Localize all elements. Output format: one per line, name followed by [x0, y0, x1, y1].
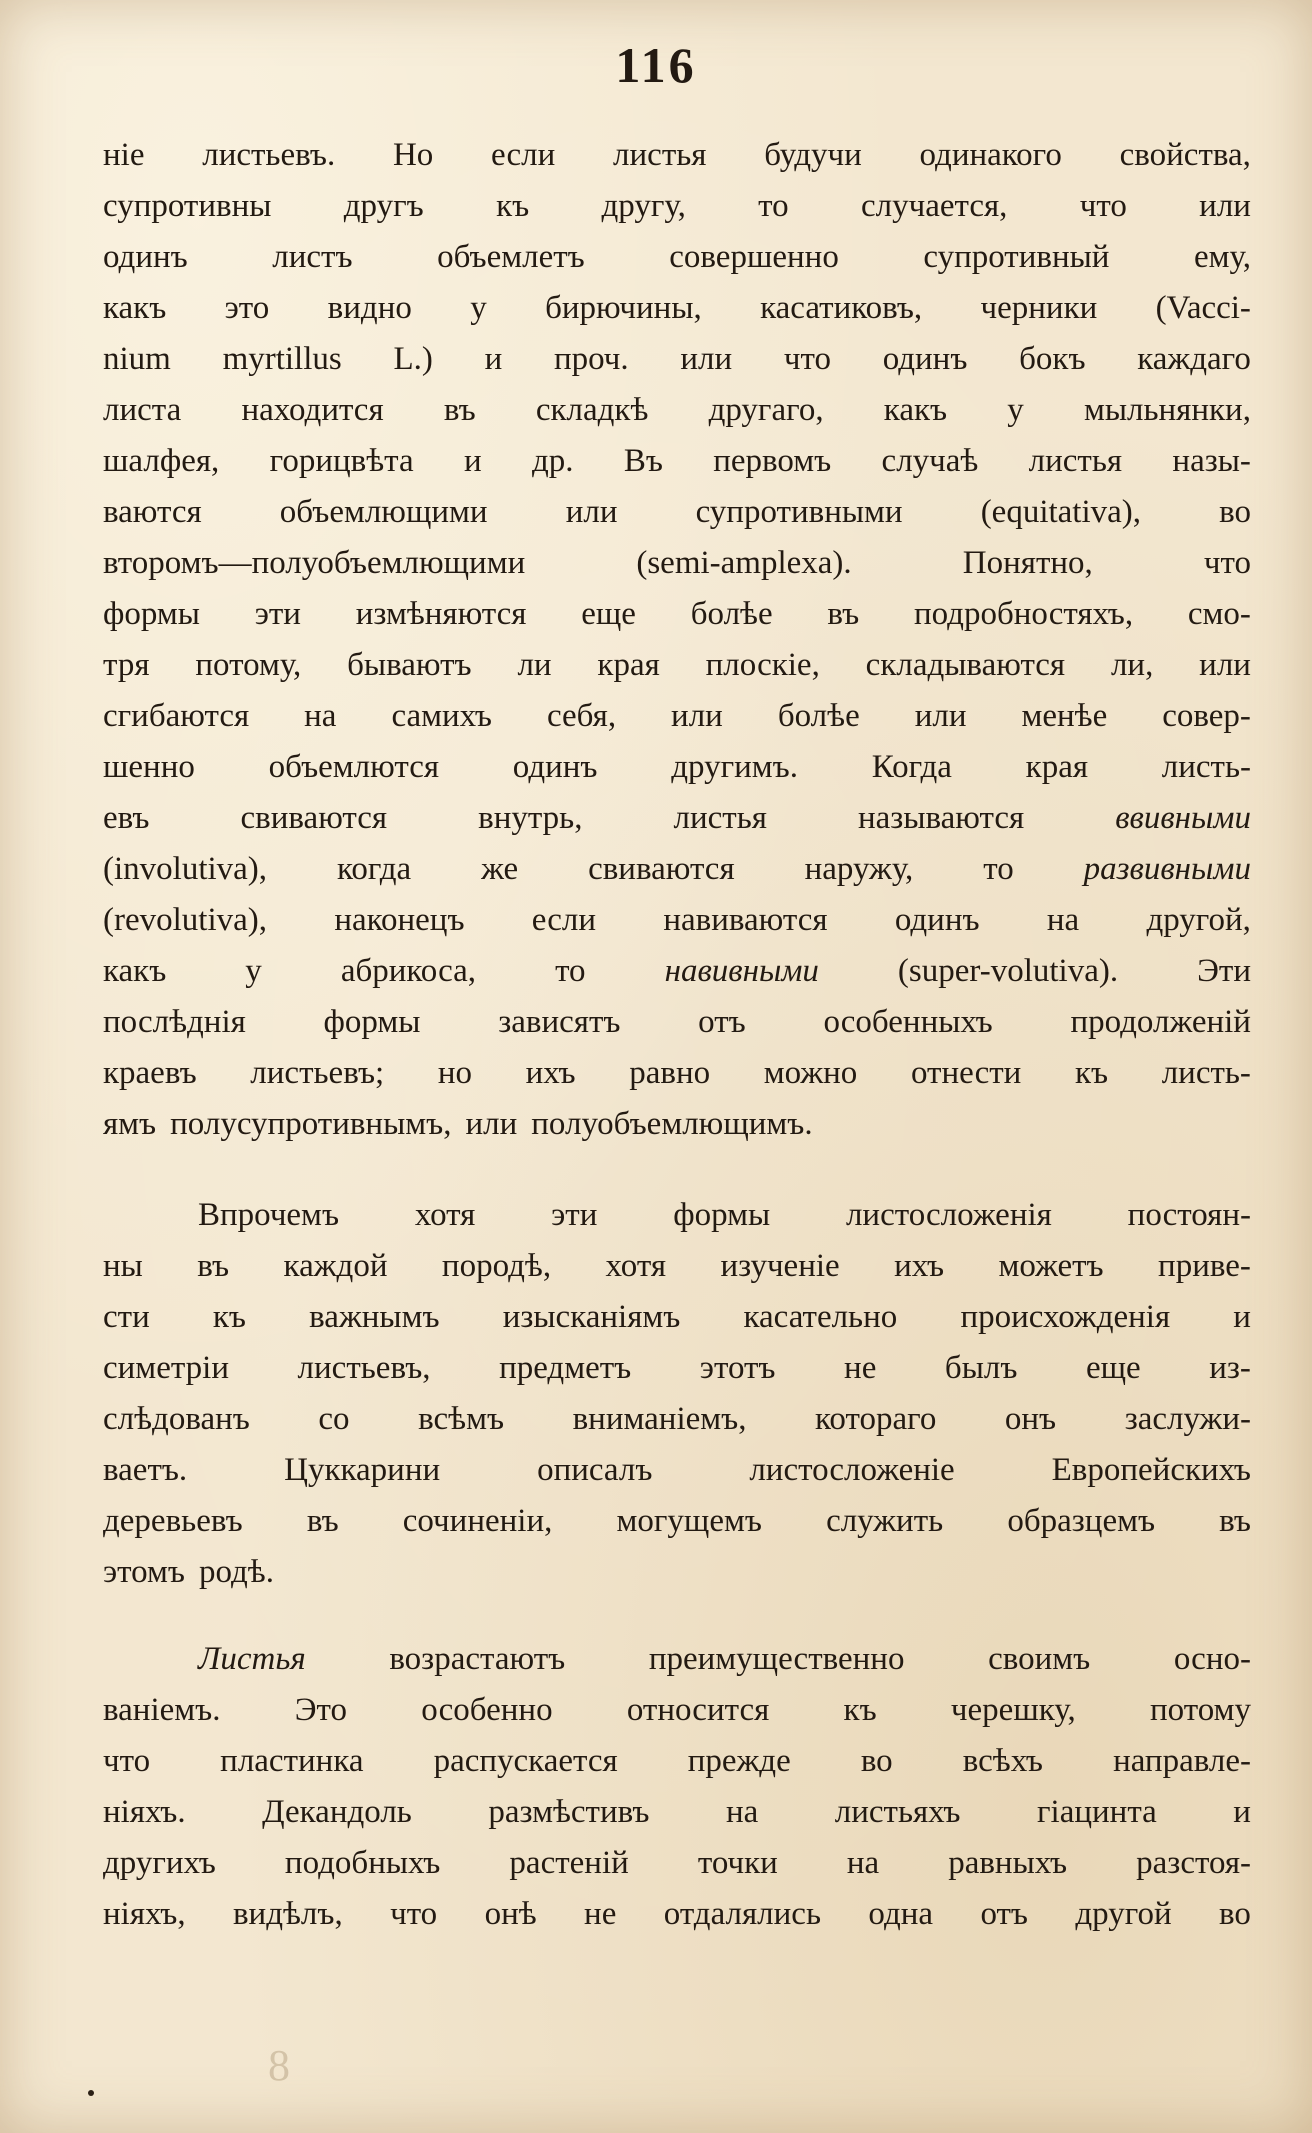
word: въ [197, 1248, 230, 1284]
word: возрастаютъ [389, 1641, 566, 1677]
word: онѣ [484, 1896, 537, 1932]
word: сочиненіи, [402, 1503, 553, 1539]
word: называются [857, 800, 1025, 836]
word: объемлются [268, 749, 440, 785]
word: потому, [195, 647, 302, 683]
word: что [1203, 545, 1251, 581]
word: сгибаются [103, 698, 250, 734]
word: Листья [198, 1641, 306, 1677]
word: у [470, 290, 487, 326]
word: зависятъ [498, 1004, 621, 1040]
word: что [103, 1743, 151, 1779]
word: другъ [343, 188, 424, 224]
word: L.) [393, 341, 433, 377]
word: ямъ [103, 1106, 157, 1142]
word: образцемъ [1007, 1503, 1156, 1539]
text-line [103, 436, 1251, 487]
paragraph-3 [103, 1634, 1251, 1940]
word: смо- [1187, 596, 1251, 632]
word: этомъ [103, 1554, 185, 1590]
word: въ [1219, 1503, 1251, 1539]
text-line [103, 130, 1251, 181]
word: евъ [103, 800, 150, 836]
ink-dot [88, 2090, 94, 2096]
word: распускается [433, 1743, 618, 1779]
word: свиваются [240, 800, 388, 836]
word: ихъ [525, 1055, 576, 1091]
word: на [304, 698, 337, 734]
word: можно [763, 1055, 858, 1091]
word: (revolutiva), [103, 902, 268, 938]
word: листья [613, 137, 707, 173]
word: или [565, 494, 618, 530]
word: касатиковъ, [760, 290, 923, 326]
word: одна [868, 1896, 934, 1932]
word: касательно [743, 1299, 898, 1335]
word: проч. [553, 341, 629, 377]
word: измѣняются [355, 596, 527, 632]
text-line [103, 538, 1251, 589]
word: (Vacci- [1155, 290, 1251, 326]
word: развивными [1083, 851, 1251, 887]
word: ли, [1110, 647, 1154, 683]
word: симетріи [103, 1350, 229, 1386]
word: отъ [698, 1004, 746, 1040]
word: эти [254, 596, 301, 632]
word: можетъ [998, 1248, 1104, 1284]
text-line [103, 1190, 1251, 1241]
word: отъ [980, 1896, 1028, 1932]
word: у [1007, 392, 1024, 428]
word: породѣ, [441, 1248, 552, 1284]
word: формы [673, 1197, 771, 1233]
word: къ [212, 1299, 246, 1335]
word: черешку, [950, 1692, 1076, 1728]
word: или [914, 698, 967, 734]
word: у [245, 953, 262, 989]
word: бываютъ [347, 647, 472, 683]
word: во [1219, 1896, 1251, 1932]
word: листа [103, 392, 182, 428]
word: изысканіямъ [502, 1299, 681, 1335]
text-line [103, 997, 1251, 1048]
word: ему, [1193, 239, 1251, 275]
word: заслужи- [1124, 1401, 1251, 1437]
word: видѣлъ, [232, 1896, 343, 1932]
word: своимъ [988, 1641, 1091, 1677]
word: (involutiva), [103, 851, 268, 887]
word: приве- [1158, 1248, 1251, 1284]
word: одинъ [894, 902, 980, 938]
word: складываются [865, 647, 1066, 683]
word: или [671, 698, 723, 734]
word: постоян- [1127, 1197, 1251, 1233]
word: случается, [861, 188, 1008, 224]
word: не [844, 1350, 877, 1386]
word: (equitativa), [980, 494, 1142, 530]
text-line [103, 1445, 1251, 1496]
word: къ [496, 188, 530, 224]
word: из- [1209, 1350, 1251, 1386]
word: супротивными [695, 494, 903, 530]
word: это [224, 290, 270, 326]
word: полусупротивнымъ, [170, 1106, 452, 1142]
word: каждой [283, 1248, 388, 1284]
word: еще [1085, 1350, 1141, 1386]
word: во [1219, 494, 1251, 530]
word: свиваются [588, 851, 735, 887]
word: что [1079, 188, 1127, 224]
text-line [103, 946, 1251, 997]
word: листья [1028, 443, 1123, 479]
word: отнести [910, 1055, 1022, 1091]
word: Европейскихъ [1051, 1452, 1251, 1488]
word: листья [673, 800, 767, 836]
word: мыльнянки, [1083, 392, 1251, 428]
word: ввивными [1115, 800, 1251, 836]
word: листь- [1161, 1055, 1251, 1091]
word: полуобъемлющимъ. [531, 1106, 813, 1142]
word: другой [1075, 1896, 1172, 1932]
text-line [103, 1685, 1251, 1736]
text-line [103, 1787, 1251, 1838]
word: то [555, 953, 586, 989]
word: потому [1150, 1692, 1251, 1728]
word: послѣднія [103, 1004, 246, 1040]
word: будучи [764, 137, 862, 173]
text-line [103, 1547, 1251, 1598]
word: родѣ. [198, 1554, 274, 1590]
word: края [597, 647, 660, 683]
text-line [103, 232, 1251, 283]
text-line [103, 793, 1251, 844]
word: одинъ [103, 239, 188, 275]
paragraph-1 [103, 130, 1251, 1150]
word: всѣхъ [962, 1743, 1043, 1779]
word: листьевъ; [250, 1055, 385, 1091]
word: прежде [687, 1743, 791, 1779]
word: шалфея, [103, 443, 220, 479]
word: особенныхъ [823, 1004, 993, 1040]
text-line [103, 1634, 1251, 1685]
text-line [103, 1241, 1251, 1292]
word: описалъ [537, 1452, 653, 1488]
word: одинъ [512, 749, 598, 785]
word: если [531, 902, 597, 938]
word: формы [103, 596, 200, 632]
word: преимущественно [648, 1641, 905, 1677]
word: Декандоль [262, 1794, 412, 1830]
word: происхожденія [960, 1299, 1171, 1335]
word: плоскіе, [705, 647, 820, 683]
word: Впрочемъ [198, 1197, 340, 1233]
word: или [1199, 188, 1251, 224]
word: каждаго [1137, 341, 1251, 377]
word: растеній [509, 1845, 629, 1881]
word: и [463, 443, 482, 479]
word: что [783, 341, 831, 377]
word: бирючины, [545, 290, 702, 326]
word: (super-volutiva). [897, 953, 1119, 989]
word: къ [843, 1692, 877, 1728]
word: ны [103, 1248, 143, 1284]
word: этотъ [699, 1350, 776, 1386]
word: ніяхъ. [103, 1794, 186, 1830]
word: совершенно [669, 239, 839, 275]
text-line [103, 895, 1251, 946]
text-line [103, 1099, 1251, 1150]
word: листъ [272, 239, 353, 275]
text-line [103, 487, 1251, 538]
text-line [103, 334, 1251, 385]
word: самихъ [391, 698, 492, 734]
word: размѣстивъ [488, 1794, 650, 1830]
word: одинакого [919, 137, 1062, 173]
word: со [318, 1401, 350, 1437]
paragraph-2 [103, 1190, 1251, 1598]
word: былъ [944, 1350, 1018, 1386]
word: если [491, 137, 556, 173]
word: навиваются [663, 902, 828, 938]
word: объемлющими [279, 494, 488, 530]
word: супротивный [923, 239, 1110, 275]
word: объемлетъ [437, 239, 585, 275]
word: вниманіемъ, [572, 1401, 747, 1437]
word: разстоя- [1136, 1845, 1251, 1881]
word: бокъ [1019, 341, 1086, 377]
word: въ [443, 392, 476, 428]
word: то [983, 851, 1014, 887]
page-number: 116 [615, 37, 697, 93]
word: листосложенія [845, 1197, 1052, 1233]
text-line [103, 181, 1251, 232]
word: какъ [883, 392, 948, 428]
word: навивными [664, 953, 819, 989]
word: другаго, [708, 392, 824, 428]
word: менѣе [1021, 698, 1108, 734]
word: служить [826, 1503, 944, 1539]
word: Понятно, [962, 545, 1093, 581]
text-line [103, 1496, 1251, 1547]
word: онъ [1004, 1401, 1057, 1437]
word: болѣе [690, 596, 773, 632]
word: Цуккарини [284, 1452, 441, 1488]
word: случаѣ [881, 443, 979, 479]
word: слѣдованъ [103, 1401, 250, 1437]
word: ніе [103, 137, 145, 173]
word: ніяхъ, [103, 1896, 186, 1932]
page-text [103, 130, 1251, 1940]
word: или [465, 1106, 518, 1142]
word: какъ [103, 953, 167, 989]
word: листосложеніе [749, 1452, 955, 1488]
word: другимъ. [671, 749, 798, 785]
word: nium [103, 341, 171, 377]
text-line [103, 1292, 1251, 1343]
word: продолженій [1070, 1004, 1251, 1040]
word: еще [581, 596, 636, 632]
word: одинъ [882, 341, 968, 377]
word: наружу, [804, 851, 914, 887]
word: краевъ [103, 1055, 197, 1091]
word: изученіе [720, 1248, 840, 1284]
word: складкѣ [535, 392, 649, 428]
text-line [103, 589, 1251, 640]
word: что [390, 1896, 438, 1932]
word: супротивны [103, 188, 272, 224]
text-line [103, 1048, 1251, 1099]
word: равныхъ [948, 1845, 1068, 1881]
word: не [584, 1896, 617, 1932]
word: котораго [815, 1401, 937, 1437]
word: и [1233, 1794, 1251, 1830]
word: другу, [601, 188, 686, 224]
word: могущемъ [616, 1503, 762, 1539]
word: ваются [103, 494, 202, 530]
text-line [103, 1889, 1251, 1940]
word: абрикоса, [340, 953, 477, 989]
word: Эти [1197, 953, 1251, 989]
word: др. [531, 443, 574, 479]
word: особенно [421, 1692, 553, 1728]
word: когда [337, 851, 412, 887]
word: свойства, [1119, 137, 1251, 173]
word: гіацинта [1036, 1794, 1157, 1830]
text-line [103, 742, 1251, 793]
word: подобныхъ [284, 1845, 441, 1881]
word: первомъ [713, 443, 832, 479]
word: во [860, 1743, 893, 1779]
word: внутрь, [478, 800, 583, 836]
word: же [481, 851, 519, 887]
word: совер- [1162, 698, 1251, 734]
word: ли [517, 647, 552, 683]
word: ваетъ. [103, 1452, 188, 1488]
word: сти [103, 1299, 150, 1335]
word: хотя [414, 1197, 476, 1233]
text-line [103, 691, 1251, 742]
word: горицвѣта [269, 443, 414, 479]
word: листьевъ. [202, 137, 336, 173]
word: видно [327, 290, 412, 326]
word: Но [392, 137, 434, 173]
text-line [103, 283, 1251, 334]
word: Это [294, 1692, 348, 1728]
word: но [437, 1055, 472, 1091]
margin-mark: 8 [268, 2041, 290, 2090]
word: черники [980, 290, 1098, 326]
word: и [1233, 1299, 1251, 1335]
word: на [1046, 902, 1080, 938]
word: на [846, 1845, 880, 1881]
word: себя, [546, 698, 617, 734]
word: или [1199, 647, 1251, 683]
word: другихъ [103, 1845, 216, 1881]
word: важнымъ [309, 1299, 440, 1335]
word: то [758, 188, 789, 224]
word: въ [827, 596, 860, 632]
word: края [1025, 749, 1089, 785]
word: всѣмъ [418, 1401, 505, 1437]
text-line [103, 1736, 1251, 1787]
word: точки [697, 1845, 778, 1881]
word: листьяхъ [834, 1794, 961, 1830]
word: формы [323, 1004, 421, 1040]
word: относится [626, 1692, 770, 1728]
text-line [103, 1838, 1251, 1889]
word: къ [1074, 1055, 1109, 1091]
word: направле- [1113, 1743, 1251, 1779]
word: (semi-amplexa). [636, 545, 852, 581]
word: хотя [605, 1248, 667, 1284]
word: шенно [103, 749, 195, 785]
word: листь- [1161, 749, 1251, 785]
word: болѣе [777, 698, 860, 734]
text-line [103, 640, 1251, 691]
word: въ [306, 1503, 339, 1539]
word: подробностяхъ, [913, 596, 1134, 632]
word: отдалялись [663, 1896, 821, 1932]
word: наконецъ [334, 902, 465, 938]
word: назы- [1172, 443, 1251, 479]
word: ваніемъ. [103, 1692, 221, 1728]
word: тря [103, 647, 150, 683]
word: на [725, 1794, 759, 1830]
word: предметъ [499, 1350, 632, 1386]
word: и [484, 341, 503, 377]
text-line [103, 1394, 1251, 1445]
word: листьевъ, [297, 1350, 431, 1386]
text-line [103, 1343, 1251, 1394]
text-line [103, 385, 1251, 436]
word: Въ [623, 443, 663, 479]
word: равно [629, 1055, 711, 1091]
word: какъ [103, 290, 167, 326]
word: деревьевъ [103, 1503, 243, 1539]
word: ихъ [894, 1248, 945, 1284]
word: второмъ—полуобъемлющими [103, 545, 526, 581]
word: пластинка [220, 1743, 364, 1779]
word: или [680, 341, 733, 377]
word: myrtillus [222, 341, 342, 377]
word: находится [241, 392, 384, 428]
word: другой, [1146, 902, 1251, 938]
word: эти [551, 1197, 598, 1233]
text-line [103, 844, 1251, 895]
word: осно- [1173, 1641, 1251, 1677]
word: Когда [871, 749, 952, 785]
